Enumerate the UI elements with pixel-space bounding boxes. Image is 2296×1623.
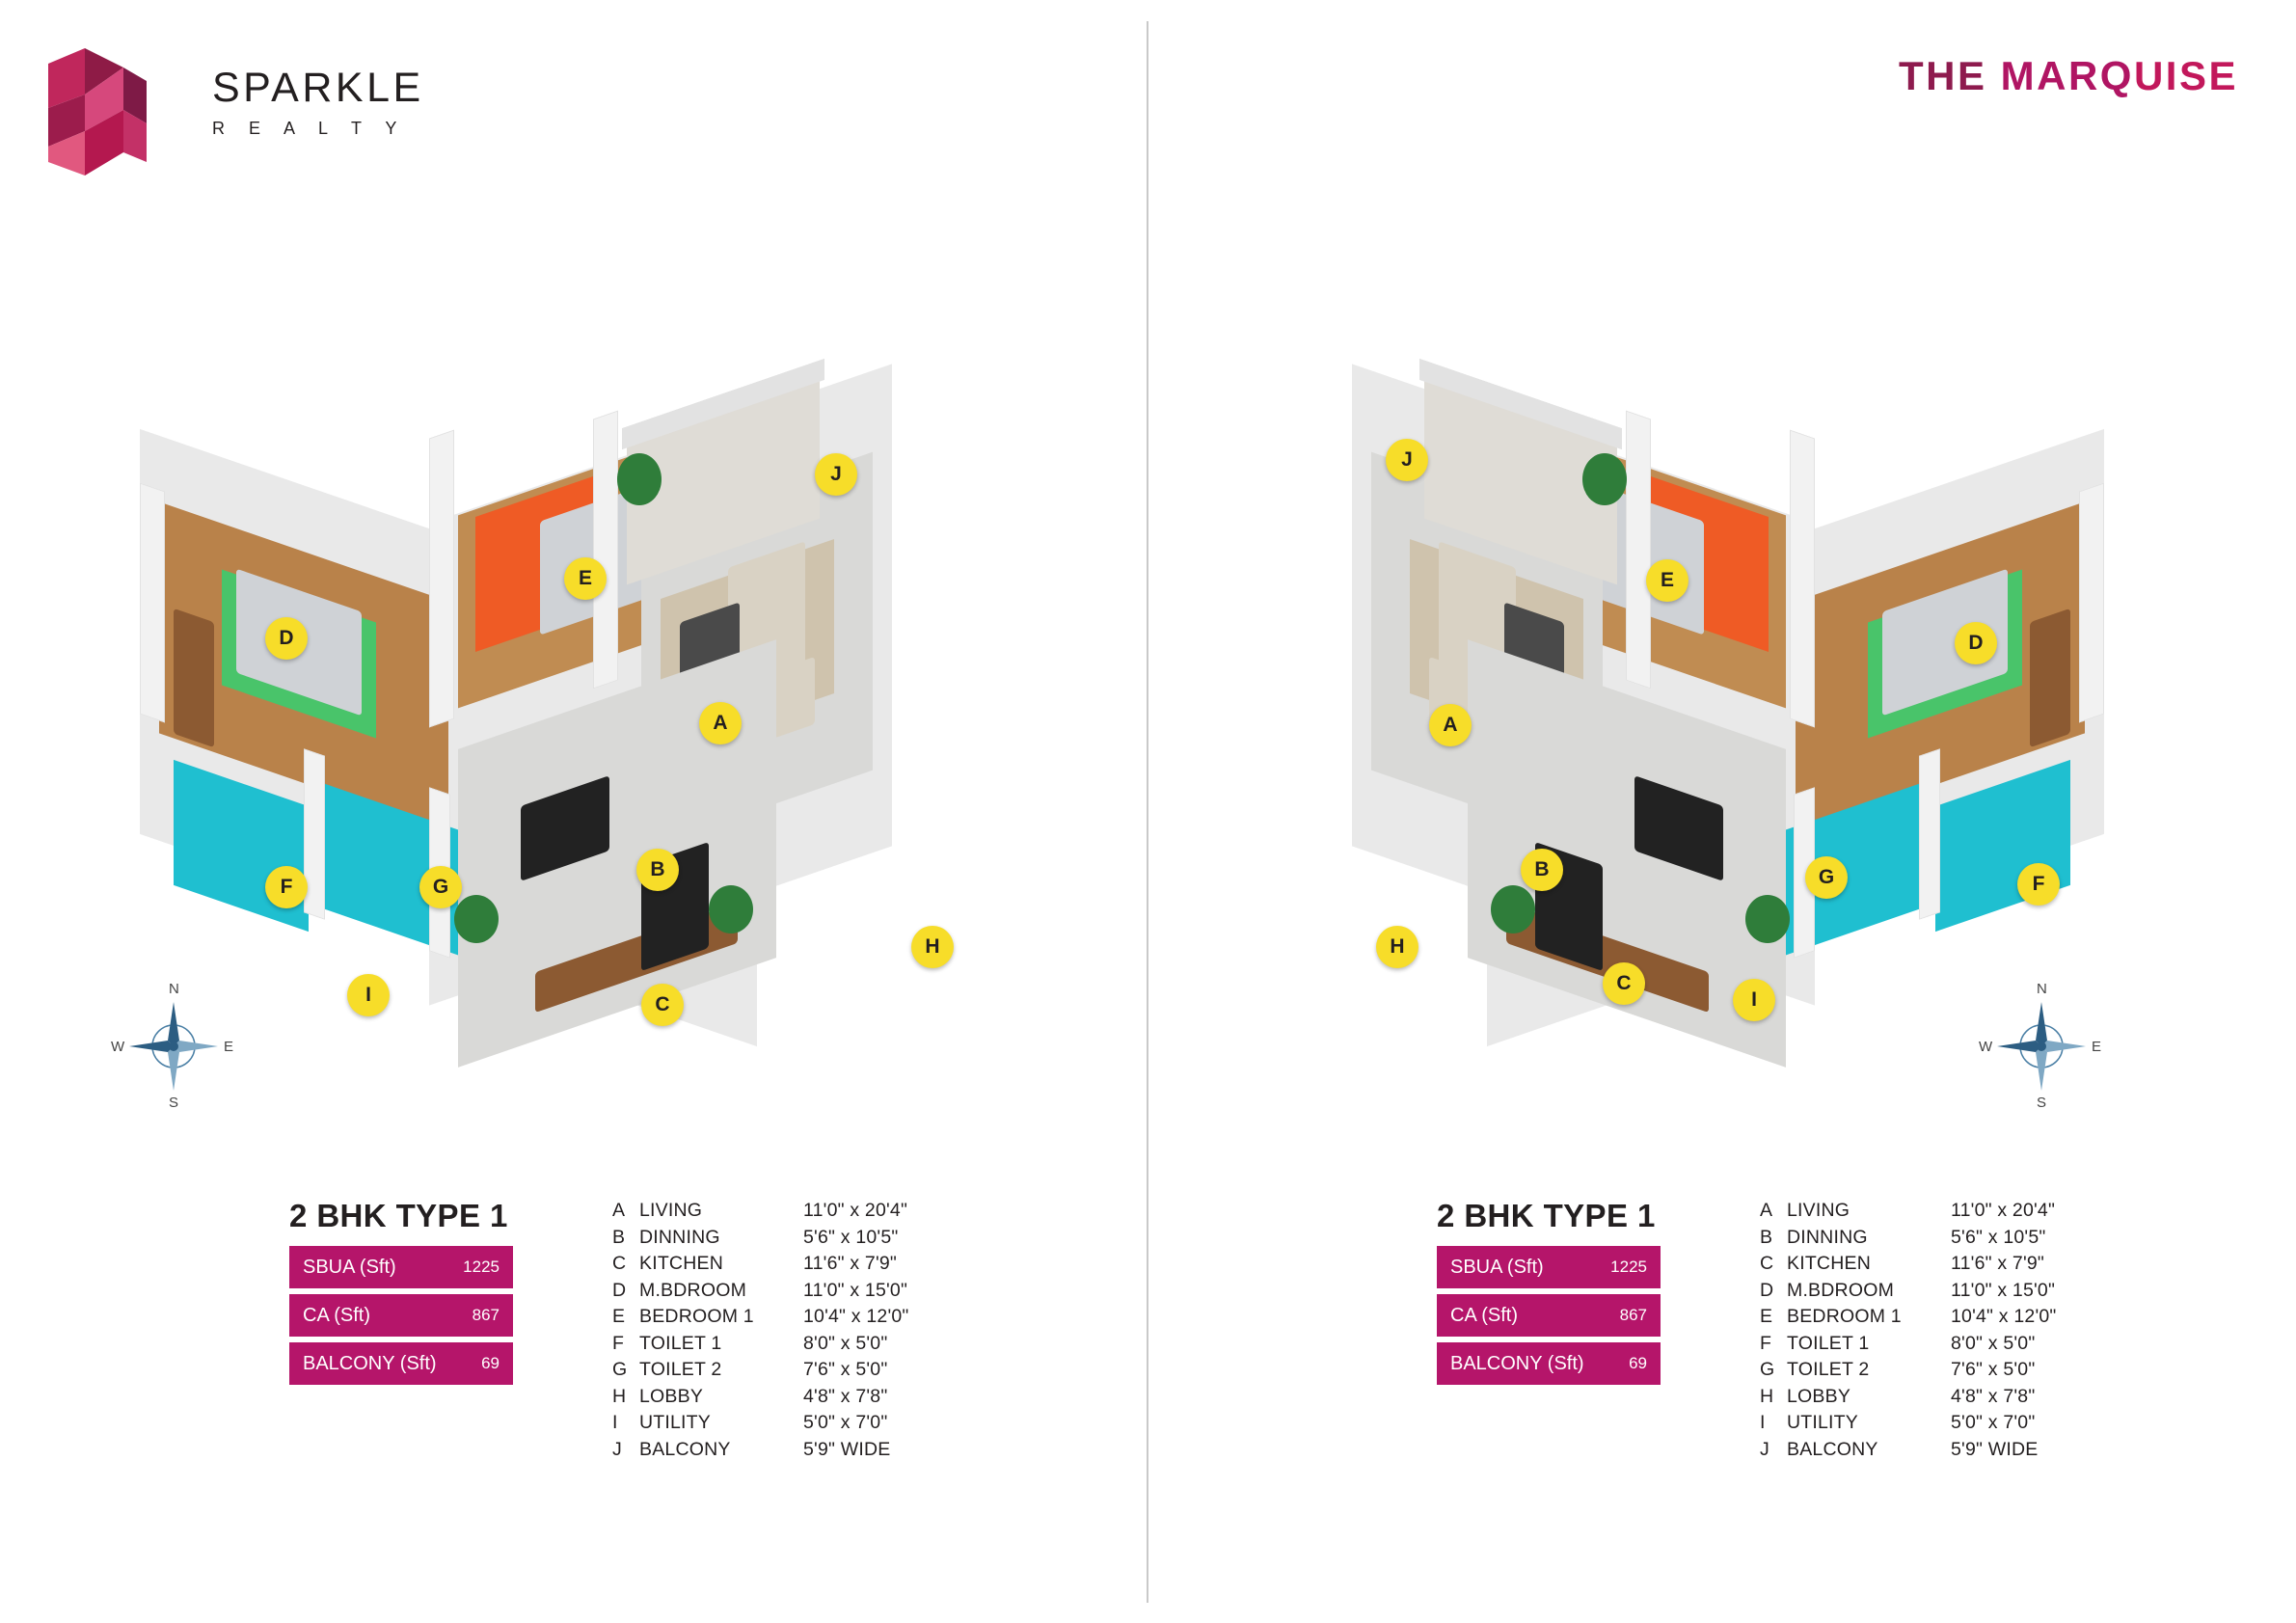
compass-rose-icon: [1979, 981, 2102, 1111]
room-name-i: UTILITY: [639, 1412, 711, 1433]
area-row-ca: [1437, 1294, 1661, 1337]
room-row-a: [1760, 1198, 2126, 1225]
room-dim-h: 4'8" x 7'8": [803, 1385, 888, 1407]
room-name-c: KITCHEN: [1787, 1253, 1871, 1274]
room-key-f: F: [612, 1332, 625, 1354]
area-row-balcony: [1437, 1342, 1661, 1385]
room-row-b: [612, 1225, 979, 1252]
legend-right: [1437, 1198, 2057, 1460]
room-dim-i: 5'0" x 7'0": [803, 1412, 888, 1433]
area-value-balcony: 69: [1629, 1354, 1647, 1372]
room-row-j: [1760, 1437, 2126, 1464]
compass-label-n: N: [169, 981, 179, 997]
room-name-e: BEDROOM 1: [639, 1306, 754, 1327]
room-name-d: M.BDROOM: [639, 1279, 747, 1301]
room-key-d: D: [1760, 1279, 1774, 1301]
room-name-f: TOILET 1: [1787, 1332, 1870, 1354]
room-name-g: TOILET 2: [639, 1359, 722, 1380]
compass-label-s: S: [2037, 1095, 2047, 1111]
room-name-j: BALCONY: [639, 1438, 731, 1460]
room-key-h: H: [612, 1385, 627, 1407]
room-tag-E[interactable]: E: [564, 557, 607, 600]
plan-type-title: 2 BHK TYPE 1: [1437, 1198, 1656, 1233]
room-row-f: [612, 1331, 979, 1358]
room-dim-e: 10'4" x 12'0": [1951, 1306, 2057, 1327]
area-label-balcony: BALCONY (Sft): [1450, 1352, 1584, 1374]
panel-right: [1149, 0, 2296, 1623]
room-key-i: I: [1760, 1412, 1766, 1433]
brand-subtitle: R E A L T Y: [212, 119, 407, 138]
room-dim-h: 4'8" x 7'8": [1951, 1385, 2036, 1407]
room-tag-H[interactable]: H: [1376, 926, 1418, 968]
area-table: [1437, 1246, 1661, 1385]
room-dim-g: 7'6" x 5'0": [803, 1359, 888, 1380]
room-dim-c: 11'6" x 7'9": [803, 1253, 898, 1274]
room-name-b: DINNING: [1787, 1226, 1868, 1248]
compass-label-w: W: [111, 1039, 125, 1055]
room-row-e: [612, 1304, 979, 1331]
room-tag-F[interactable]: F: [265, 866, 308, 908]
area-value-sbua: 1225: [1610, 1258, 1647, 1276]
project-title-part-1: THE: [1898, 53, 2001, 98]
room-dim-f: 8'0" x 5'0": [803, 1332, 888, 1354]
room-tag-H[interactable]: H: [911, 926, 954, 968]
room-key-c: C: [612, 1253, 627, 1274]
room-name-h: LOBBY: [1787, 1385, 1851, 1407]
compass-label-w: W: [1979, 1039, 1993, 1055]
room-name-g: TOILET 2: [1787, 1359, 1870, 1380]
room-key-i: I: [612, 1412, 618, 1433]
room-dim-f: 8'0" x 5'0": [1951, 1332, 2036, 1354]
compass-rose-icon: [111, 981, 234, 1111]
compass-label-e: E: [224, 1039, 234, 1055]
panel-left: [0, 0, 1147, 1623]
room-tag-D[interactable]: D: [1955, 622, 1997, 664]
room-dim-b: 5'6" x 10'5": [803, 1226, 899, 1248]
room-key-d: D: [612, 1279, 627, 1301]
room-tag-G[interactable]: G: [1805, 856, 1848, 899]
room-schedule: [1760, 1198, 2126, 1463]
room-dim-d: 11'0" x 15'0": [1951, 1279, 2056, 1301]
floorplan-render-right: [1207, 289, 2104, 1148]
room-name-d: M.BDROOM: [1787, 1279, 1895, 1301]
room-tag-C[interactable]: C: [641, 984, 684, 1026]
room-row-i: [1760, 1410, 2126, 1437]
area-row-sbua: [289, 1246, 513, 1288]
room-name-f: TOILET 1: [639, 1332, 722, 1354]
compass-label-n: N: [2037, 981, 2047, 997]
plan-type-title: 2 BHK TYPE 1: [289, 1198, 508, 1233]
room-row-d: [612, 1278, 979, 1305]
room-row-h: [612, 1384, 979, 1411]
project-title-part-3: UISE: [2133, 53, 2238, 98]
room-tag-A[interactable]: A: [699, 702, 742, 744]
room-row-c: [1760, 1251, 2126, 1278]
room-key-c: C: [1760, 1253, 1774, 1274]
room-schedule: [612, 1198, 979, 1463]
area-value-ca: 867: [1619, 1306, 1647, 1324]
room-name-j: BALCONY: [1787, 1438, 1878, 1460]
area-row-sbua: [1437, 1246, 1661, 1288]
room-key-g: G: [612, 1359, 628, 1380]
room-dim-d: 11'0" x 15'0": [803, 1279, 908, 1301]
room-key-h: H: [1760, 1385, 1774, 1407]
room-dim-a: 11'0" x 20'4": [803, 1200, 908, 1221]
room-name-h: LOBBY: [639, 1385, 704, 1407]
room-row-j: [612, 1437, 979, 1464]
room-name-i: UTILITY: [1787, 1412, 1858, 1433]
room-row-a: [612, 1198, 979, 1225]
area-row-balcony: [289, 1342, 513, 1385]
room-tag-B[interactable]: B: [1521, 849, 1563, 891]
room-tag-A[interactable]: A: [1429, 704, 1472, 746]
area-value-ca: 867: [472, 1306, 500, 1324]
room-dim-g: 7'6" x 5'0": [1951, 1359, 2036, 1380]
project-title-part-2: MARQ: [2000, 53, 2134, 98]
page-divider: [1147, 21, 1148, 1603]
room-name-c: KITCHEN: [639, 1253, 723, 1274]
room-name-a: LIVING: [639, 1200, 703, 1221]
area-label-sbua: SBUA (Sft): [1450, 1256, 1544, 1278]
room-key-f: F: [1760, 1332, 1772, 1354]
room-dim-e: 10'4" x 12'0": [803, 1306, 909, 1327]
brand-name: SPARKLE: [212, 65, 424, 111]
room-key-j: J: [1760, 1438, 1769, 1460]
room-tag-G[interactable]: G: [419, 866, 462, 908]
room-row-f: [1760, 1331, 2126, 1358]
room-dim-j: 5'9" WIDE: [803, 1438, 891, 1460]
room-row-b: [1760, 1225, 2126, 1252]
room-tag-C[interactable]: C: [1603, 962, 1645, 1005]
room-row-d: [1760, 1278, 2126, 1305]
room-key-b: B: [612, 1226, 626, 1248]
room-name-a: LIVING: [1787, 1200, 1850, 1221]
room-row-i: [612, 1410, 979, 1437]
room-tag-D[interactable]: D: [265, 617, 308, 660]
area-value-balcony: 69: [481, 1354, 500, 1372]
room-tag-I[interactable]: I: [1733, 979, 1775, 1021]
area-label-sbua: SBUA (Sft): [303, 1256, 396, 1278]
room-row-e: [1760, 1304, 2126, 1331]
area-label-balcony: BALCONY (Sft): [303, 1352, 437, 1374]
compass-label-s: S: [169, 1095, 179, 1111]
room-dim-c: 11'6" x 7'9": [1951, 1253, 2045, 1274]
room-name-e: BEDROOM 1: [1787, 1306, 1902, 1327]
area-label-ca: CA (Sft): [303, 1304, 371, 1326]
room-tag-E[interactable]: E: [1646, 559, 1688, 602]
room-key-a: A: [1760, 1200, 1773, 1221]
area-label-ca: CA (Sft): [1450, 1304, 1519, 1326]
room-dim-a: 11'0" x 20'4": [1951, 1200, 2056, 1221]
floorplan-render-left: [111, 289, 1037, 1148]
area-table: [289, 1246, 513, 1385]
room-key-e: E: [612, 1306, 626, 1327]
legend-left: [289, 1198, 909, 1460]
room-tag-J[interactable]: J: [1386, 439, 1428, 481]
room-row-g: [1760, 1357, 2126, 1384]
room-key-b: B: [1760, 1226, 1773, 1248]
room-key-e: E: [1760, 1306, 1773, 1327]
room-tag-J[interactable]: J: [815, 453, 857, 496]
room-tag-I[interactable]: I: [347, 974, 390, 1016]
room-dim-j: 5'9" WIDE: [1951, 1438, 2039, 1460]
room-key-g: G: [1760, 1359, 1775, 1380]
room-dim-b: 5'6" x 10'5": [1951, 1226, 2046, 1248]
room-row-h: [1760, 1384, 2126, 1411]
room-row-c: [612, 1251, 979, 1278]
room-tag-F[interactable]: F: [2017, 863, 2060, 906]
room-row-g: [612, 1357, 979, 1384]
room-key-a: A: [612, 1200, 626, 1221]
room-name-b: DINNING: [639, 1226, 720, 1248]
room-dim-i: 5'0" x 7'0": [1951, 1412, 2036, 1433]
room-tag-B[interactable]: B: [636, 849, 679, 891]
area-row-ca: [289, 1294, 513, 1337]
room-key-j: J: [612, 1438, 622, 1460]
area-value-sbua: 1225: [463, 1258, 500, 1276]
compass-label-e: E: [2092, 1039, 2102, 1055]
